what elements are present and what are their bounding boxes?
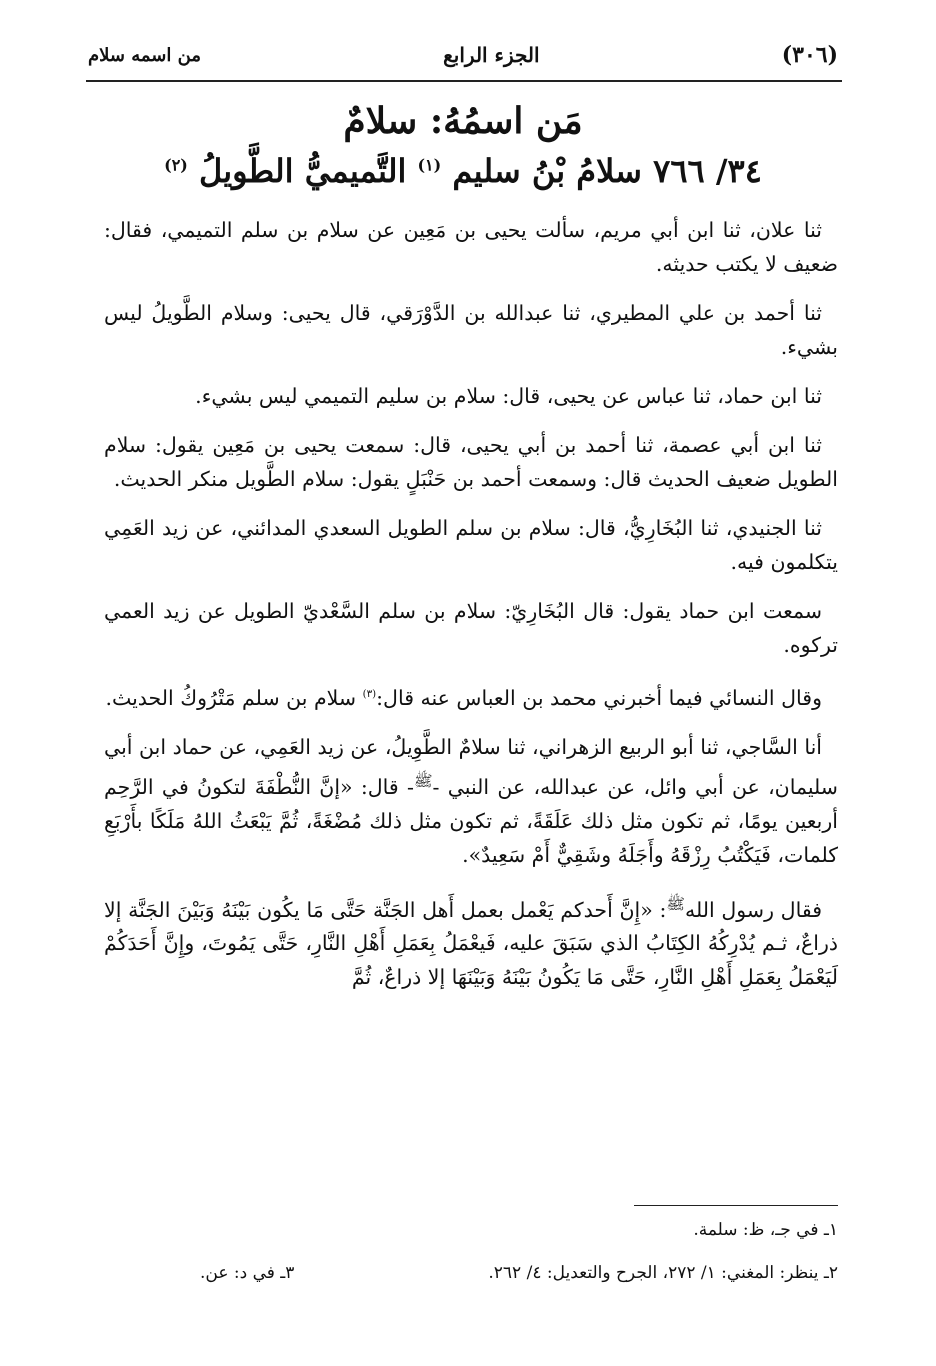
footnote-2: ٢ـ ينظر: المغني: ١/ ٢٧٢، الجرح والتعديل: ٤/ ٢٦٢. [488,1263,838,1283]
footnote-1: ١ـ في جـ، ظ: سلمة. [693,1220,838,1240]
volume-title: الجزء الرابع [443,43,540,67]
footnote-rule [634,1205,838,1206]
paragraph-8-text-b: - قال: «إنَّ النُّطْفَةَ لتكونُ في الرَّحِم أربعين يومًا، ثم تكون مثل ذلك عَلَقَةً، ثم تكون مثل ذلك مُضْغَةً، ثُمَّ يَبْعَثُ اللهُ مَلَكًا بأَرْبَعِ كلمات، فَيَكْتُبُ رِزْقَهُ وأَجَلَهُ وشَقِيٌّ أَمْ سَعِيدٌ». [104,774,838,867]
paragraph-2: ثنا أحمد بن علي المطيري، ثنا عبدالله بن الدَّوْرَقي، قال يحيى: وسلام الطَّويلُ ليس بشيء. [104,301,838,359]
footnote-ref-2: (٢) [164,155,188,175]
paragraph-8-text-a: أنا السَّاجي، ثنا أبو الربيع الزهراني، ثنا سلامٌ الطَّوِيلُ، عن زيد العَمِي، عن حماد ابن أبي سليمان، عن أبي وائل، عن عبدالله، عن النبي - [104,734,838,799]
salawat-symbol: ﷺ [413,771,433,790]
main-text [104,213,838,1009]
running-title: من اسمه سلام [88,44,201,66]
paragraph-8 [104,730,838,872]
paragraph-9-text-a: فقال رسول الله [684,897,822,922]
page-header [88,38,838,72]
footnote-ref-1: (١) [417,155,442,175]
paragraph-1: ثنا علان، ثنا ابن أبي مريم، سألت يحيى بن مَعِين عن سلام بن سلم التميمي، فقال: ضعيف لا يكتب حديثه. [104,218,838,276]
section-title: مَن اسمُهُ: سلامٌ [343,100,583,142]
paragraph-9 [104,887,838,995]
paragraph-7-text-b: سلام بن سلم مَتْرُوكُ الحديث. [105,685,357,710]
entry-name-part2: التَّميميُّ الطَّويلُ [199,152,407,190]
salawat-symbol: ﷺ [666,894,685,913]
footnote-3: ٣ـ في د: عن. [200,1263,295,1283]
paragraph-9-text-b: : «إِنَّ أَحدكم يَعْمل بعمل أَهل الجَنَّة حَتَّى مَا يكُون بَيْنَهُ وَبَيْنَ الجَنَّة إلا ذراعٌ، ثـم يُدْرِكُهُ الكِتَابُ الذي سَبَقَ عليه، فَيعْمَلُ بِعَمَلِ أَهْلِ النَّارِ، حَتَّى يَمُوتَ، وإِنَّ أَحَدَكُمْ لَيَعْمَلُ بِعَمَلِ أَهْلِ النَّارِ، حَتَّى مَا يَكُونُ بَيْنَهُ وَبَيْنَهَا إلا ذراعٌ، ثُمَّ [104,897,838,990]
paragraph-6: سمعت ابن حماد يقول: قال البُخَارِيّ: سلام بن سلم السَّعْديّ الطويل عن زيد العمي تركوه. [104,599,838,657]
paragraph-3: ثنا ابن حماد، ثنا عباس عن يحيى، قال: سلام بن سليم التميمي ليس بشيء. [195,384,822,408]
footnote-ref-3: (٣) [362,688,377,700]
paragraph-5: ثنا الجنيدي، ثنا البُخَارِيُّ، قال: سلام بن سلم الطويل السعدي المدائني، عن زيد العَمِي يتكلمون فيه. [104,516,838,574]
entry-heading [90,152,836,190]
entry-name-part1: سلامُ بْنُ سليم [452,152,642,190]
paragraph-7 [104,677,838,715]
paragraph-7-text-a: وقال النسائي فيما أخبرني محمد بن العباس عنه قال: [376,685,822,710]
footnote-row [200,1259,838,1287]
page-number: (٣٠٦) [781,42,838,68]
paragraph-4: ثنا ابن أبي عصمة، ثنا أحمد بن أبي يحيى، قال: سمعت يحيى بن مَعِين يقول: سلام الطويل ضعيف الحديث قال: وسمعت أحمد بن حَنْبَلٍ يقول: سلام الطَّويل منكر الحديث. [104,433,838,491]
header-rule [86,80,842,82]
entry-number: ٣٤/ ٧٦٦ [653,152,762,190]
